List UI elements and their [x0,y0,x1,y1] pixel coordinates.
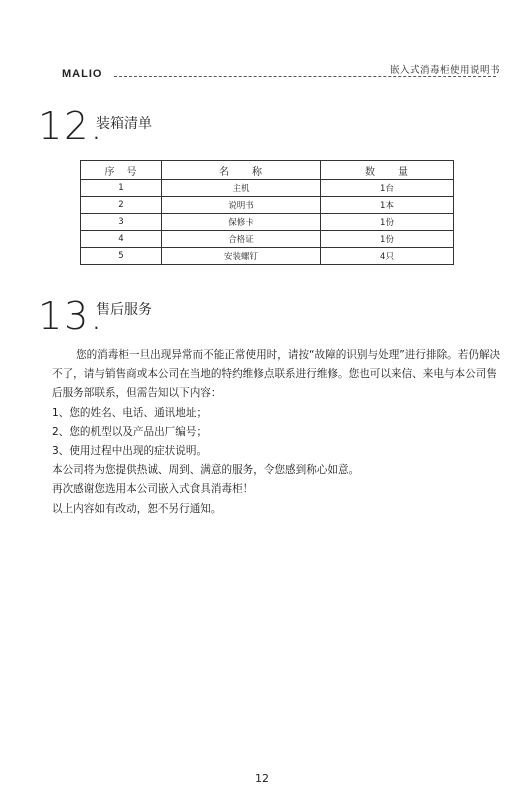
paragraph: 本公司将为您提供热诚、周到、满意的服务，令您感到称心如意。 [52,464,360,477]
table-cell: 安装螺钉 [162,248,321,265]
table-cell: 说明书 [162,197,321,214]
table-cell: 保修卡 [162,214,321,231]
table-cell: 1 [81,180,162,197]
table-row [81,180,454,197]
table-header-row [81,161,454,180]
table-cell: 3 [81,214,162,231]
column-header-name: 名 称 [162,161,321,180]
table-cell: 合格证 [162,231,321,248]
table-cell: 4 [81,231,162,248]
list-item: 1、您的姓名、电话、通讯地址； [52,406,208,419]
table-cell: 4只 [321,248,454,265]
column-header-index: 序 号 [81,161,162,180]
table-cell: 1台 [321,180,454,197]
table-cell: 主机 [162,180,321,197]
packing-list-table [80,160,454,265]
table-cell: 1份 [321,214,454,231]
list-item: 3、使用过程中出现的症状说明。 [52,445,208,458]
list-item: 2、您的机型以及产品出厂编号； [52,425,208,438]
section-12-number: 12. [38,104,105,148]
after-sales-text [52,346,504,519]
column-header-quantity: 数 量 [321,161,454,180]
paragraph: 以上内容如有改动，恕不另行通知。 [52,502,222,515]
table-cell: 2 [81,197,162,214]
table-row [81,231,454,248]
table-row [81,214,454,231]
section-13-number: 13. [38,294,105,338]
paragraph: 您的消毒柜一旦出现异常而不能正常使用时，请按“故障的识别与处理”进行排除。若仍解决不了，请与销售商或本公司在当地的特约维修点联系进行维修。您也可以来信、来电与本公司售后服务部联系，但需告知以下内容： [52,349,501,400]
page-number: 12 [255,772,269,785]
brand-logo: MALIO [62,68,103,80]
table-cell: 1本 [321,197,454,214]
manual-title: 嵌入式消毒柜使用说明书 [387,62,500,76]
table-row [81,248,454,265]
page-header [0,0,524,90]
section-13-title: 售后服务 [96,302,152,318]
section-12-title: 装箱清单 [96,116,152,132]
table-cell: 1份 [321,231,454,248]
table-cell: 5 [81,248,162,265]
header-divider [114,76,496,77]
table-row [81,197,454,214]
paragraph: 再次感谢您选用本公司嵌入式食具消毒柜！ [52,483,254,496]
